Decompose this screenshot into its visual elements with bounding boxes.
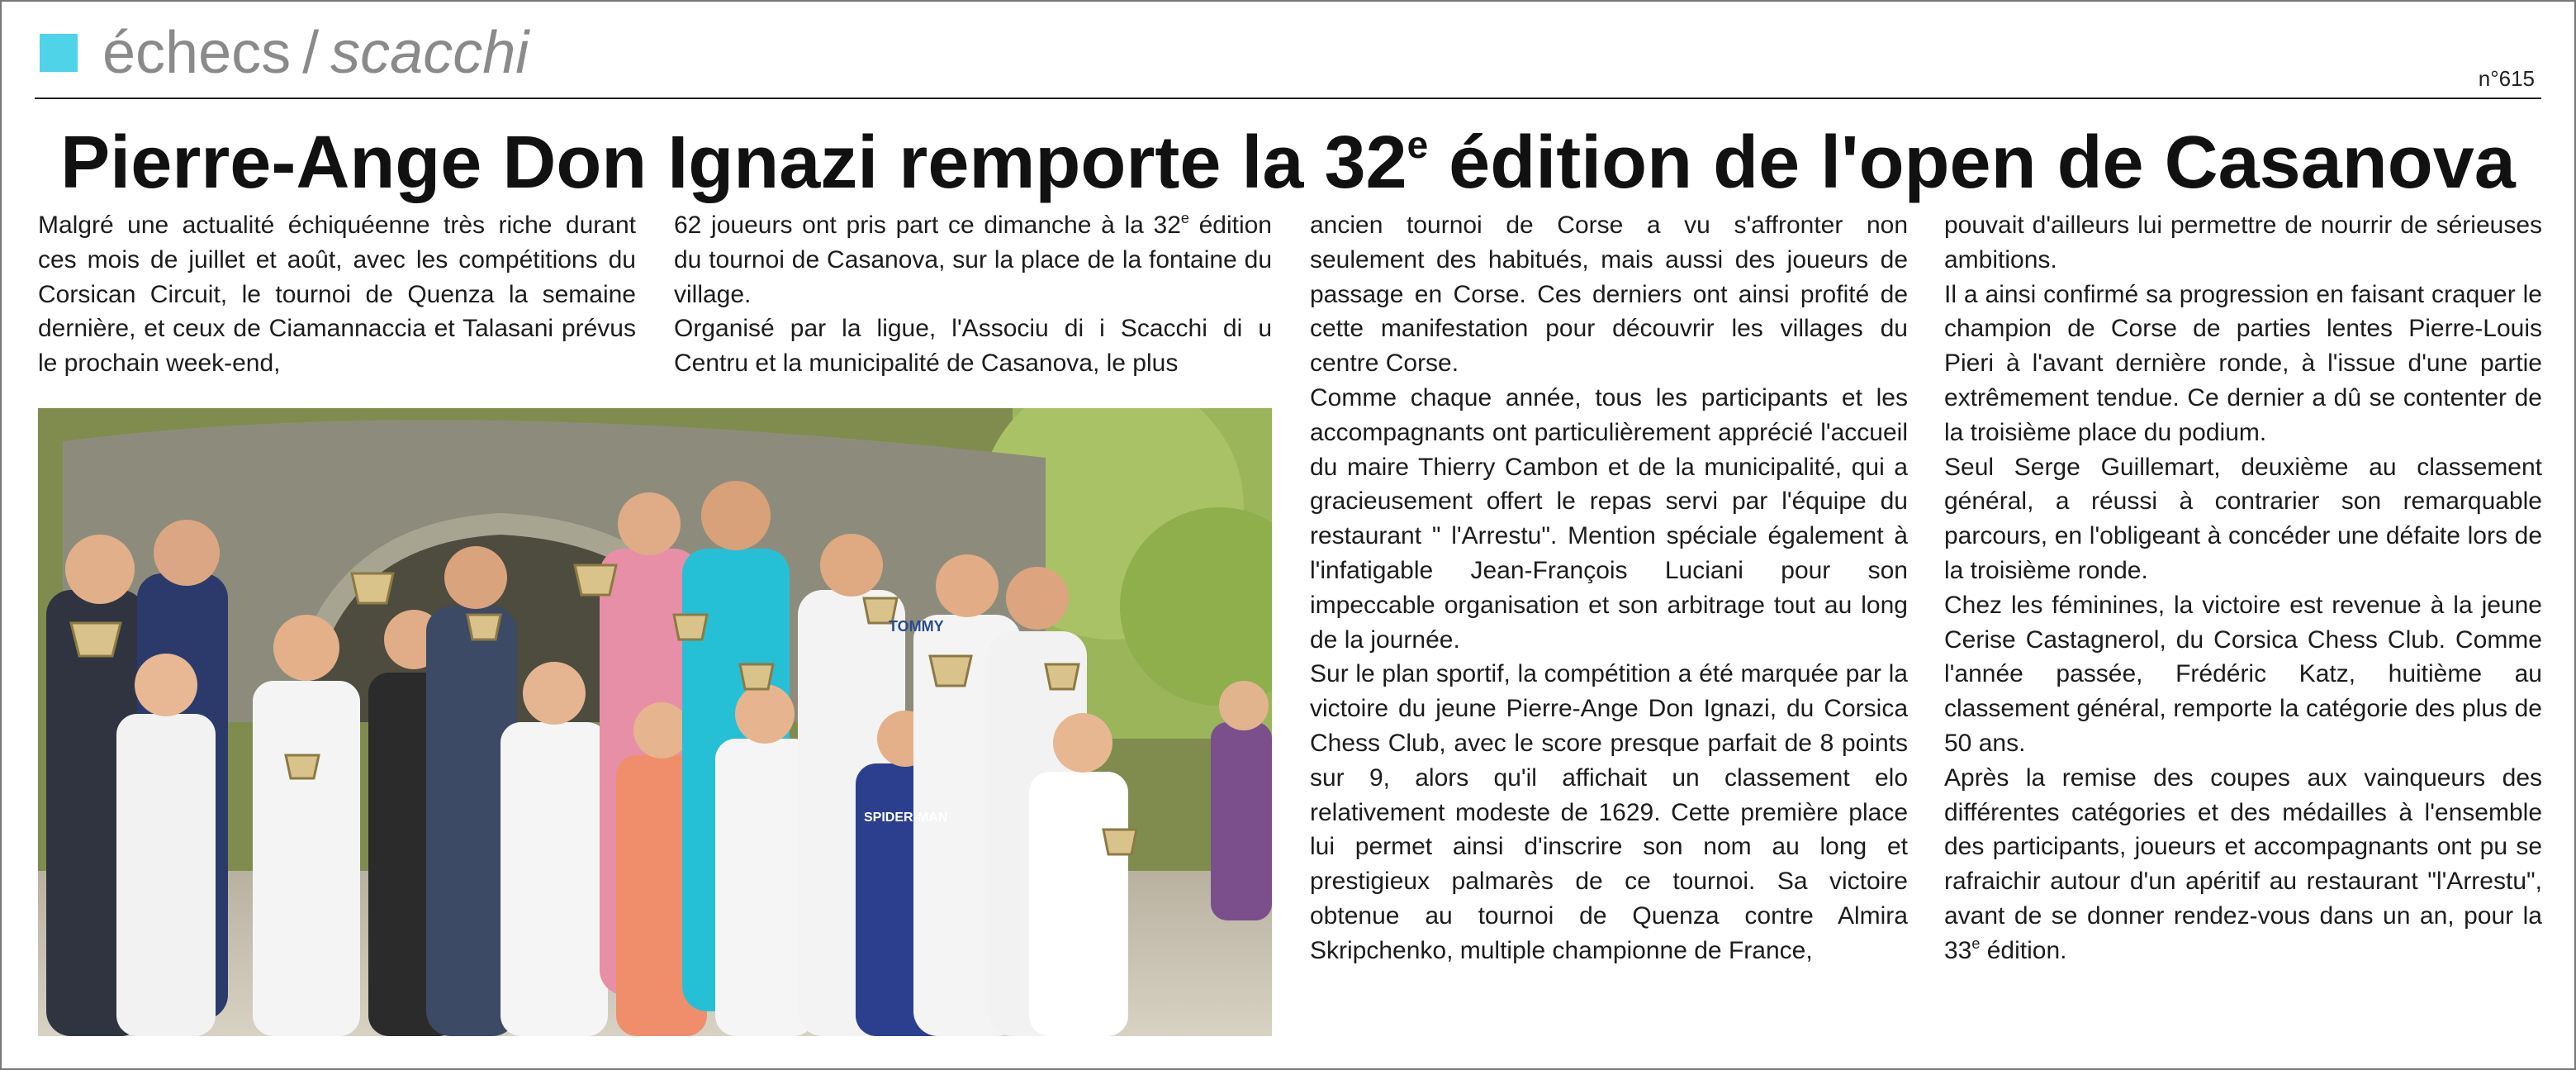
column-3 [1310,208,1908,968]
headline-part-1: Pierre-Ange Don Ignazi remporte la 32 [60,121,1407,204]
column-1 [38,208,636,390]
paragraph: Sur le plan sportif, la compétition a été marquée par la victoire du jeune Pierre-Ange Don Ignazi, du Corsica Chess Club, avec le score presque parfait de 8 points sur 9, alors qu'il affichait un classement elo relativement modeste de 1629. Cette première place lui permet ainsi d'inscrire son nom au long et prestigieux palmarès de ce tournoi. Sa victoire obtenue au tournoi de Quenza contre Almira Skripchenko, multiple championne de France, [1310,660,1908,964]
paragraph: Organisé par la ligue, l'Associu di i Scacchi di u Centru et la municipalité de Casanova, le plus [674,315,1272,378]
paragraph: Comme chaque année, tous les participants et les accompagnants ont particulièrement apprécié l'accueil du maire Thierry Cambon et de la municipalité, qui a gracieusement offert le repas servi par l'équipe du restaurant " l'Arrestu". Mention spéciale également à l'infatigable Jean-François Luciani pour son impeccable organisation et son arbitrage tout au long de la journée. [1310,383,1908,654]
section-rubric [40,20,529,86]
shirt-print-tommy: TOMMY [889,618,944,635]
rubric-square-icon [40,34,78,72]
text-run: Après la remise des coupes aux vainqueurs des différentes catégories et des médailles à l'ensemble des participants, joueurs et accompagnants ont pu se rafraichir autour d'un apéritif au restaurant "l'Arrestu", avant de se donner rendez-vous dans un an, pour la 33 [1944,763,2542,964]
paragraph: Chez les féminines, la victoire est revenue à la jeune Cerise Castagnerol, du Corsica Chess Club. Comme l'année passée, Frédéric Katz, huitième au classement général, remporte la catégorie des plus de 50 ans. [1944,591,2542,757]
paragraph: Il a ainsi confirmé sa progression en faisant craquer le champion de Corse de parties lentes Pierre-Louis Pieri à l'avant dernière ronde, à l'issue d'une partie extrêmement tendue. Ce dernier a dû se contenter de la troisième place du podium. [1944,280,2542,446]
article-headline [35,114,2541,212]
paragraph: pouvait d'ailleurs lui permettre de nourrir de sérieuses ambitions. [1944,212,2542,273]
article-photo [38,408,1272,1036]
issue-number: n°615 [2478,66,2535,91]
headline-superscript: e [1407,123,1429,166]
paragraph: ancien tournoi de Corse a vu s'affronter non seulement des habitués, mais aussi des joueurs de passage en Corse. Ces derniers ont ainsi profité de cette manifestation pour découvrir les villages du centre Corse. [1310,212,1908,378]
group-photo-illustration [38,408,1272,1036]
text-run: édition. [1980,936,2067,964]
column-4 [1944,208,2542,968]
rubric-title [102,19,529,87]
shirt-print-spiderman: SPIDER-MAN [864,811,948,825]
header-rule [35,97,2541,99]
text-run: 62 joueurs ont pris part ce dimanche à la 32 [674,212,1181,239]
superscript: e [1971,934,1981,952]
rubric-italian: scacchi [330,20,529,86]
paragraph: Seul Serge Guillemart, deuxième au classement général, a réussi à contrarier son remarquable parcours, en l'obligeant à concéder une défaite lors de la troisième ronde. [1944,453,2542,584]
text-run: édition du tournoi de Casanova, sur la place de la fontaine du village. [674,212,1272,308]
rubric-separator: / [302,20,320,86]
column-2 [674,208,1272,390]
paragraph: Malgré une actualité échiquéenne très riche durant ces mois de juillet et août, avec les compétitions du Corsican Circuit, le tournoi de Quenza la semaine dernière, et ceux de Ciamannaccia et Talasani prévus le prochain week-end, [38,212,636,378]
paragraph [674,208,1272,311]
paragraph [1944,761,2542,968]
rubric-french: échecs [102,20,292,86]
superscript: e [1180,210,1189,226]
headline-part-2: édition de l'open de Casanova [1428,121,2516,204]
